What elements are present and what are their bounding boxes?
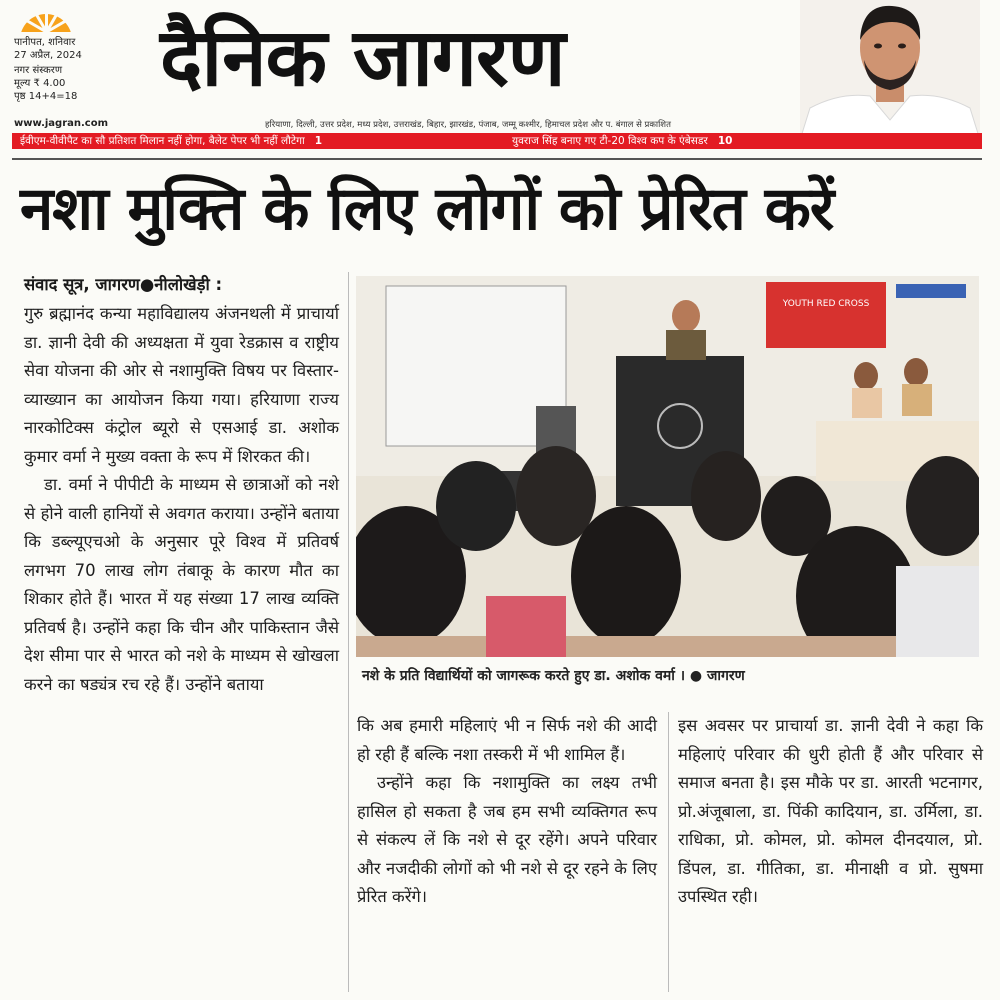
event-photo (356, 276, 979, 657)
ticker-right-text: युवराज सिंह बनाए गए टी-20 विश्व कप के एंबेसडर (512, 135, 708, 147)
article-headline: नशा मुक्ति के लिए लोगों को प्रेरित करें (20, 174, 834, 244)
photo-caption: नशे के प्रति विद्यार्थियों को जागरूक करते हुए डा. अशोक वर्मा । ● जागरण (362, 668, 745, 684)
article-column-1 (24, 300, 339, 699)
newspaper-title: दैनिक जागरण (160, 10, 565, 104)
ticker-right-page: 10 (717, 135, 733, 147)
ticker-right[interactable] (512, 133, 732, 149)
paragraph: कि अब हमारी महिलाएं भी न सिर्फ नशे की आदी हो रही हैं बल्कि नशा तस्करी में भी शामिल हैं। (357, 716, 657, 764)
page-count: पृष्ठ 14+4=18 (14, 91, 78, 102)
ticker-left-text: ईवीएम-वीवीपैट का सौ प्रतिशत मिलान नहीं होगा, बैलेट पेपर भी नहीं लौटेगा (20, 135, 305, 147)
paragraph: गुरु ब्रह्मानंद कन्या महाविद्यालय अंजनथली में प्राचार्या डा. ज्ञानी देवी की अध्यक्षता में युवा रेडक्रास व राष्ट्रीय सेवा योजना की ओर से नशामुक्ति विषय पर विस्तार-व्याख्यान का आयोजन किया गया। हरियाणा राज्य नारकोटिक्स कंट्रोल ब्यूरो से एसआई डा. अशोक कुमार वर्मा ने मुख्य वक्ता के रूप में शिरकत की। (24, 304, 339, 466)
column-divider (348, 272, 349, 992)
edition-info (14, 36, 82, 103)
place-day: पानीपत, शनिवार (14, 37, 76, 48)
jagran-sun-logo (14, 6, 78, 32)
yuvraj-photo (800, 0, 980, 140)
price: मूल्य ₹ 4.00 (14, 78, 66, 89)
ticker-left[interactable] (20, 133, 322, 149)
issue-date: 27 अप्रैल, 2024 (14, 50, 82, 61)
paragraph: डा. वर्मा ने पीपीटी के माध्यम से छात्राओं को नशे से होने वाली हानियों से अवगत कराया। उन्होंने बताया कि डब्ल्यूएचओ के अनुसार पूरे विश्व में प्रतिवर्ष लगभग 70 लाख लोग तंबाकू के कारण मौत का शिकार होते हैं। भारत में यह संख्या 17 लाख व्यक्ति प्रतिवर्ष है। उन्होंने कहा कि चीन और पाकिस्तान जैसे देश सीमा पार से भारत को नशे के माध्यम से खोखला करने का षड्यंत्र रच रहे हैं। उन्होंने बताया (24, 475, 339, 694)
published-states: हरियाणा, दिल्ली, उत्तर प्रदेश, मध्य प्रदेश, उत्तराखंड, बिहार, झारखंड, पंजाब, जम्मू कश्मीर, हिमाचल प्रदेश और प. बंगाल से प्रकाशित (265, 120, 671, 130)
article-column-3 (678, 712, 983, 912)
paragraph: इस अवसर पर प्राचार्या डा. ज्ञानी देवी ने कहा कि महिलाएं परिवार की धुरी होती हैं और परिवार से समाज बनता है। इस मौके पर डा. आरती भटनागर, प्रो.अंजूबाला, डा. पिंकी कादियान, डा. उर्मिला, डा. राधिका, प्रो. कोमल, प्रो. कोमल दीनदयाल, प्रो. डिंपल, डा. गीतिका, डा. मीनाक्षी व प्रो. सुषमा उपस्थित रही। (678, 716, 983, 906)
dateline: संवाद सूत्र, जागरण●नीलोखेड़ी : (24, 275, 223, 294)
divider (12, 158, 982, 160)
edition-name: नगर संस्करण (14, 65, 63, 76)
ticker-left-page: 1 (314, 135, 323, 147)
article-column-2 (357, 712, 657, 912)
banner-text: YOUTH RED CROSS (782, 299, 870, 309)
headline-ticker (12, 133, 982, 149)
paragraph: उन्होंने कहा कि नशामुक्ति का लक्ष्य तभी हासिल हो सकता है जब हम सभी व्यक्तिगत रूप से संकल्प लें कि नशे से दूर रहेंगे। अपने परिवार और नजदीकी लोगों को भी नशे से दूर रहने के लिए प्रेरित करेंगे। (357, 773, 657, 906)
column-divider (668, 712, 669, 992)
website-link[interactable]: www.jagran.com (14, 118, 109, 129)
